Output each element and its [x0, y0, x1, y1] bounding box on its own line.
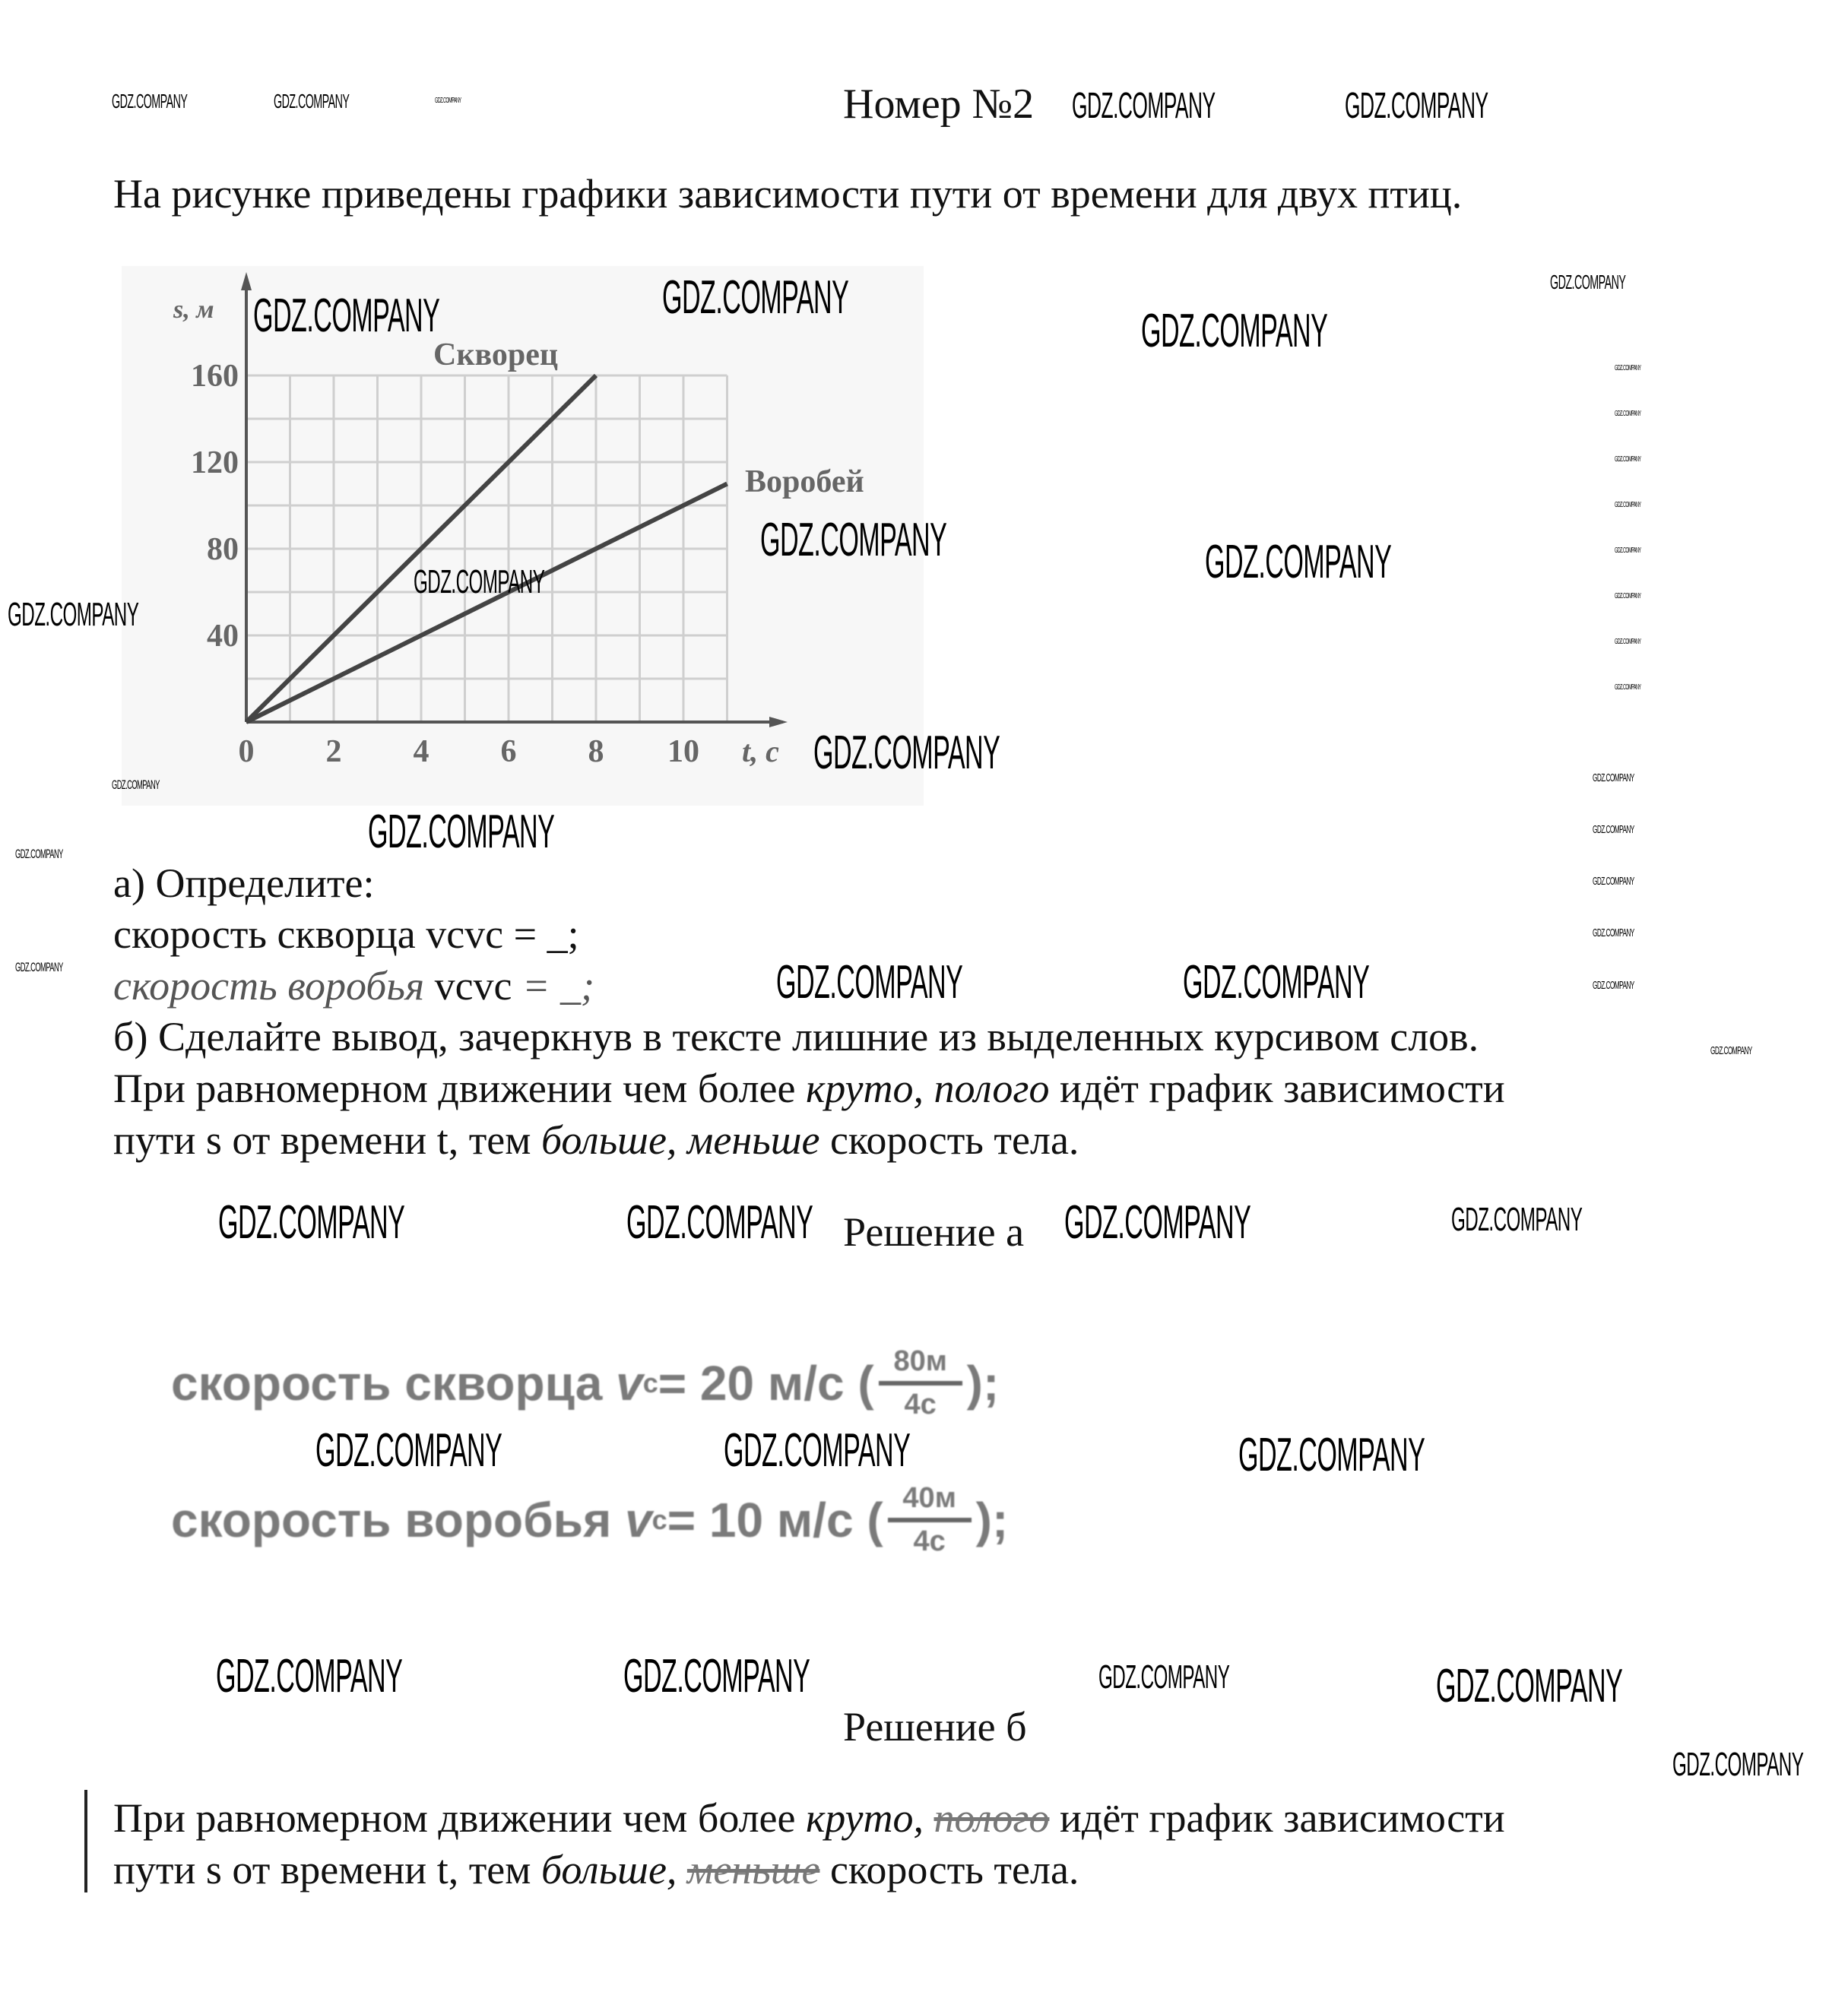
watermark: GDZ.COMPANY	[724, 1424, 911, 1477]
starling-speed-line: скорость скворца vcvc = _;	[113, 911, 579, 957]
watermark: GDZ.COMPANY	[1141, 305, 1328, 357]
y-tick-label: 160	[191, 359, 239, 394]
solution-a-heading: Решение а	[843, 1209, 1025, 1255]
watermark: GDZ.COMPANY	[662, 271, 849, 324]
text: скорость тела.	[819, 1847, 1079, 1892]
text: идёт график зависимости	[1049, 1066, 1505, 1111]
word-gentle: полого	[934, 1066, 1050, 1111]
watermark: GDZ.COMPANY	[813, 727, 1000, 779]
series-line-1	[246, 484, 727, 723]
watermark: GDZ.COMPANY	[1615, 501, 1641, 509]
numerator: 40м	[902, 1482, 956, 1514]
part-b-line-2	[113, 1117, 1079, 1163]
watermark: GDZ.COMPANY	[8, 596, 139, 633]
watermark: GDZ.COMPANY	[216, 1650, 403, 1702]
watermark: GDZ.COMPANY	[776, 956, 963, 1009]
x-tick-label: 8	[588, 734, 604, 769]
y-axis-label: s, м	[173, 296, 214, 324]
end: );	[975, 1493, 1009, 1547]
watermark: GDZ.COMPANY	[435, 97, 461, 105]
watermark: GDZ.COMPANY	[1550, 271, 1626, 293]
watermark: GDZ.COMPANY	[274, 90, 350, 112]
intro-text: На рисунке приведены графики зависимости пути от времени для двух птиц.	[113, 171, 1463, 217]
watermark: GDZ.COMPANY	[253, 290, 440, 342]
word-gentle-struck: полого	[934, 1795, 1050, 1841]
text: идёт график зависимости	[1049, 1795, 1505, 1841]
x-tick-label: 10	[667, 734, 699, 769]
series-label: Воробей	[745, 464, 864, 499]
end: );	[966, 1356, 1000, 1411]
watermark: GDZ.COMPANY	[112, 90, 188, 112]
var: v	[616, 1356, 643, 1411]
watermark: GDZ.COMPANY	[1064, 1196, 1251, 1249]
series-label: Скворец	[433, 337, 559, 372]
watermark: GDZ.COMPANY	[112, 778, 160, 792]
watermark: GDZ.COMPANY	[1593, 823, 1634, 836]
sparrow-label: скорость воробья	[113, 963, 425, 1009]
x-tick-label: 0	[238, 734, 255, 769]
watermark: GDZ.COMPANY	[1593, 771, 1634, 784]
sparrow-var: vcvc	[424, 963, 512, 1009]
word-less-struck: меньше	[686, 1847, 820, 1892]
comma: ,	[666, 1847, 687, 1892]
fraction	[888, 1482, 972, 1558]
y-tick-label: 120	[191, 445, 239, 480]
answer-b-line-2	[113, 1849, 1079, 1890]
watermark: GDZ.COMPANY	[1710, 1044, 1752, 1057]
text: скорость тела.	[819, 1117, 1079, 1163]
y-tick-label: 80	[207, 532, 239, 567]
watermark: GDZ.COMPANY	[760, 514, 947, 566]
watermark: GDZ.COMPANY	[1615, 455, 1641, 464]
x-tick-label: 6	[500, 734, 517, 769]
watermark: GDZ.COMPANY	[368, 806, 555, 858]
word-steep: круто	[806, 1066, 914, 1111]
watermark: GDZ.COMPANY	[1615, 364, 1641, 372]
watermark: GDZ.COMPANY	[1205, 536, 1392, 588]
var: v	[625, 1493, 652, 1547]
denominator: 4с	[904, 1389, 937, 1420]
comma: ,	[913, 1795, 934, 1841]
watermark: GDZ.COMPANY	[1615, 546, 1641, 555]
x-tick-label: 2	[325, 734, 342, 769]
text-cursor-bar	[84, 1790, 87, 1892]
watermark: GDZ.COMPANY	[1072, 86, 1216, 126]
y-axis-arrow	[241, 272, 252, 290]
watermark: GDZ.COMPANY	[1183, 956, 1370, 1009]
watermark: GDZ.COMPANY	[1615, 683, 1641, 692]
watermark: GDZ.COMPANY	[623, 1650, 810, 1702]
watermark: GDZ.COMPANY	[218, 1196, 405, 1249]
text: скорость воробья	[171, 1493, 612, 1547]
watermark: GDZ.COMPANY	[1098, 1658, 1230, 1696]
word-steep: круто	[806, 1795, 914, 1841]
value: = 20 м/с (	[658, 1356, 874, 1411]
text: При равномерном движении чем более	[113, 1066, 806, 1111]
word-more: больше	[540, 1117, 667, 1163]
sparrow-rest: = _;	[512, 963, 594, 1009]
watermark: GDZ.COMPANY	[1615, 592, 1641, 600]
sparrow-speed-line	[113, 963, 594, 1009]
comma: ,	[666, 1117, 687, 1163]
solution-starling	[171, 1345, 999, 1421]
solution-sparrow	[171, 1482, 1008, 1558]
watermark: GDZ.COMPANY	[1345, 86, 1488, 126]
text: пути s от времени t, тем	[113, 1117, 541, 1163]
part-b-heading: б) Сделайте вывод, зачеркнув в тексте лишние из выделенных курсивом слов.	[113, 1014, 1479, 1059]
watermark: GDZ.COMPANY	[1593, 926, 1634, 939]
value: = 10 м/с (	[667, 1493, 883, 1547]
part-b-line-1	[113, 1068, 1505, 1109]
fraction	[879, 1345, 962, 1421]
answer-b-line-1	[113, 1797, 1505, 1839]
watermark: GDZ.COMPANY	[626, 1196, 813, 1249]
watermark: GDZ.COMPANY	[1672, 1746, 1804, 1783]
y-tick-label: 40	[207, 619, 239, 654]
comma: ,	[913, 1066, 934, 1111]
text: пути s от времени t, тем	[113, 1847, 541, 1892]
watermark: GDZ.COMPANY	[15, 847, 63, 861]
watermark: GDZ.COMPANY	[414, 563, 545, 600]
watermark: GDZ.COMPANY	[1436, 1660, 1623, 1712]
watermark: GDZ.COMPANY	[1451, 1201, 1583, 1238]
word-more: больше	[540, 1847, 667, 1892]
solution-b-heading: Решение б	[843, 1704, 1027, 1750]
sub: c	[642, 1367, 658, 1398]
sub: c	[651, 1504, 667, 1535]
watermark: GDZ.COMPANY	[1593, 979, 1634, 992]
watermark: GDZ.COMPANY	[1593, 875, 1634, 888]
watermark: GDZ.COMPANY	[1615, 638, 1641, 646]
part-a-heading: а) Определите:	[113, 860, 375, 906]
denominator: 4с	[913, 1525, 946, 1557]
x-tick-label: 4	[413, 734, 430, 769]
x-axis-label: t, с	[742, 734, 779, 768]
watermark: GDZ.COMPANY	[15, 960, 63, 974]
x-axis-arrow	[769, 717, 788, 727]
watermark: GDZ.COMPANY	[1238, 1429, 1425, 1481]
text: При равномерном движении чем более	[113, 1795, 806, 1841]
numerator: 80м	[893, 1345, 947, 1377]
watermark: GDZ.COMPANY	[1615, 410, 1641, 418]
watermark: GDZ.COMPANY	[315, 1424, 502, 1477]
word-less: меньше	[686, 1117, 820, 1163]
page-title: Номер №2	[843, 81, 1035, 128]
text: скорость скворца	[171, 1356, 603, 1411]
